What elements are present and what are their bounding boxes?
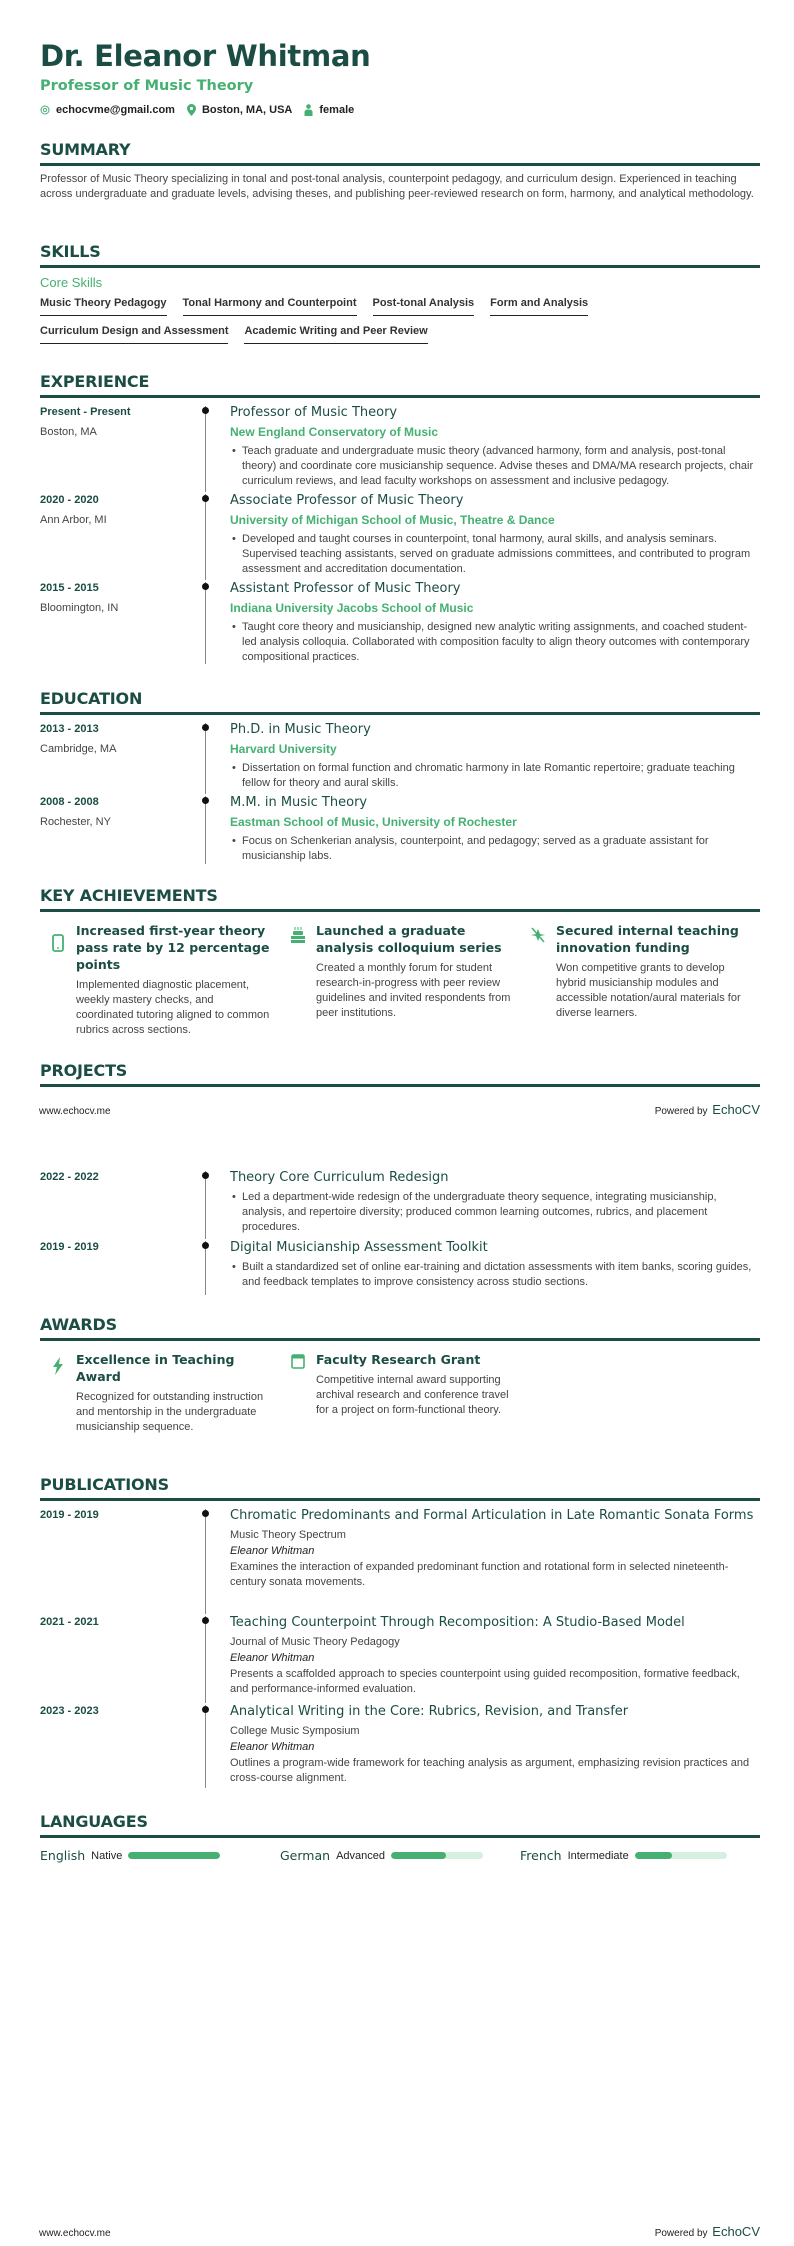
calendar-icon	[291, 1353, 305, 1369]
summary-text: Professor of Music Theory specializing in tonal and post-tonal analysis, counterpoint pedagogy, and curriculum design. Experienced in teaching across undergraduate and graduate levels, advising theses, and publishing peer-reviewed research on form, harmony, and analytical methodology.	[40, 173, 754, 200]
contact-info	[40, 104, 370, 116]
project-entry	[40, 1169, 760, 1239]
achievement-desc: Won competitive grants to develop hybrid musicianship modules and accessible notation/aural materials for diverse learners.	[556, 962, 741, 1019]
skill-tag: Curriculum Design and Assessment	[40, 324, 228, 344]
entry-bullet: • Led a department-wide redesign of the undergraduate theory sequence, integrating musicianship, analysis, and repertoire diversity; produced common learning outcomes, rubrics, and placement procedures.	[230, 1190, 760, 1235]
timeline-line	[205, 1705, 206, 1788]
project-title: Digital Musicianship Assessment Toolkit	[230, 1240, 488, 1255]
experience-entry	[40, 404, 760, 492]
skill-tag: Tonal Harmony and Counterpoint	[183, 296, 357, 316]
timeline-dot	[202, 495, 209, 502]
location-text: Boston, MA, USA	[201, 104, 293, 116]
section-divider	[40, 1498, 760, 1501]
lightning-icon	[52, 1357, 64, 1375]
award-card	[40, 1351, 280, 1435]
footer-powered-by	[655, 2224, 760, 2239]
entry-date: 2015 - 2015	[40, 582, 99, 594]
section-divider	[40, 163, 760, 166]
brand-logo[interactable]: EchoCV	[712, 1102, 760, 1117]
powered-by-label: Powered by	[654, 1106, 708, 1117]
entry-location: Rochester, NY	[40, 816, 111, 828]
experience-entry	[40, 492, 760, 580]
publication-author: Eleanor Whitman	[230, 1741, 315, 1753]
publication-entry	[40, 1614, 760, 1703]
timeline-line	[205, 406, 206, 492]
section-divider	[40, 1084, 760, 1087]
award-card	[280, 1351, 520, 1435]
education-entry	[40, 794, 760, 864]
achievement-title: Secured internal teaching innovation funding	[556, 923, 739, 955]
timeline-line	[205, 1616, 206, 1703]
entry-bullet: • Teach graduate and undergraduate music theory (advanced harmony, form and analysis, post-tonal theory) and coordinate core musicianship sequence. Advise theses and DMA/MA research projects, chair curriculum reviews, and lead faculty workshops on assessment and inclusive pedagogy.	[230, 444, 760, 489]
section-heading: AWARDS	[40, 1315, 117, 1334]
magic-wand-icon	[530, 926, 546, 944]
entry-bullet: • Dissertation on formal function and chromatic harmony in late Romantic repertoire; graduate teaching fellow for theory and aural skills.	[230, 761, 760, 791]
language-name: German	[280, 1848, 331, 1863]
map-pin-icon	[187, 104, 196, 116]
language-proficiency-bar	[635, 1852, 727, 1859]
publication-desc: Outlines a program-wide framework for teaching analysis as argument, emphasizing revision practices and cross-course alignment.	[230, 1757, 750, 1784]
project-entry	[40, 1239, 760, 1295]
candidate-name: Dr. Eleanor Whitman	[40, 39, 371, 73]
entry-location: Bloomington, IN	[40, 602, 119, 614]
award-title: Faculty Research Grant	[316, 1352, 481, 1367]
timeline-dot	[202, 724, 209, 731]
entry-date: 2022 - 2022	[40, 1171, 99, 1183]
section-heading: EDUCATION	[40, 689, 143, 708]
language-proficiency-bar	[391, 1852, 483, 1859]
timeline-dot	[202, 1242, 209, 1249]
achievement-card	[40, 922, 280, 1038]
timeline-dot	[202, 1706, 209, 1713]
section-divider	[40, 712, 760, 715]
publication-author: Eleanor Whitman	[230, 1545, 315, 1557]
footer-url[interactable]: www.echocv.me	[39, 2228, 111, 2239]
section-divider	[40, 265, 760, 268]
skills-list	[40, 296, 760, 352]
award-title: Excellence in Teaching Award	[76, 1352, 235, 1384]
timeline-line	[205, 582, 206, 664]
timeline-dot	[202, 583, 209, 590]
entry-location: Cambridge, MA	[40, 743, 117, 755]
entry-role: Assistant Professor of Music Theory	[230, 581, 461, 596]
achievement-title: Launched a graduate analysis colloquium series	[316, 923, 502, 955]
skill-tag: Music Theory Pedagogy	[40, 296, 167, 316]
education-section	[40, 688, 760, 864]
skill-tag: Post-tonal Analysis	[373, 296, 475, 316]
section-divider	[40, 395, 760, 398]
language-item	[520, 1848, 760, 1863]
publication-desc: Examines the interaction of expanded predominant function and rotational form in selected nineteenth-century sonata movements.	[230, 1561, 729, 1588]
brand-logo[interactable]: EchoCV	[712, 2224, 760, 2239]
entry-date: 2021 - 2021	[40, 1616, 99, 1628]
cake-icon	[290, 926, 306, 944]
timeline-line	[205, 1171, 206, 1239]
contact-location	[187, 104, 292, 116]
tablet-icon	[52, 934, 64, 952]
candidate-title: Professor of Music Theory	[40, 78, 254, 94]
entry-bullet: • Taught core theory and musicianship, designed new analytic writing assignments, and coached student-led analysis colloquia. Collaborated with composition faculty to align theory outcomes with contemporary compositional practices.	[230, 620, 760, 665]
timeline-dot	[202, 1172, 209, 1179]
publication-journal: Journal of Music Theory Pedagogy	[230, 1636, 400, 1648]
achievement-card	[280, 922, 520, 1038]
awards-section	[40, 1314, 760, 1435]
entry-date: 2019 - 2019	[40, 1241, 99, 1253]
section-heading: LANGUAGES	[40, 1812, 148, 1831]
timeline-dot	[202, 797, 209, 804]
publication-desc: Presents a scaffolded approach to species counterpoint using guided recomposition, formative feedback, and performance-informed evaluation.	[230, 1668, 740, 1695]
experience-entry	[40, 580, 760, 664]
achievement-desc: Created a monthly forum for student research-in-progress with peer review guidelines and invited respondents from peer institutions.	[316, 962, 511, 1019]
skills-subheading: Core Skills	[40, 275, 103, 290]
resume-header	[40, 38, 370, 116]
education-entry	[40, 721, 760, 794]
entry-organization: University of Michigan School of Music, Theatre & Dance	[230, 513, 555, 527]
section-heading: PUBLICATIONS	[40, 1475, 169, 1494]
contact-gender	[304, 104, 354, 116]
publication-title: Chromatic Predominants and Formal Articulation in Late Romantic Sonata Forms	[230, 1508, 754, 1523]
powered-by-label: Powered by	[654, 2228, 708, 2239]
award-desc: Competitive internal award supporting archival research and conference travel for a project on form-functional theory.	[316, 1374, 509, 1416]
timeline-line	[205, 1241, 206, 1295]
publication-title: Teaching Counterpoint Through Recomposition: A Studio-Based Model	[230, 1615, 685, 1630]
languages-section	[40, 1811, 760, 1863]
section-heading: SUMMARY	[40, 140, 131, 159]
email-text: echocvme@gmail.com	[56, 104, 175, 116]
entry-date: 2023 - 2023	[40, 1705, 99, 1717]
footer-url[interactable]: www.echocv.me	[39, 1106, 111, 1117]
achievement-title: Increased first-year theory pass rate by 12 percentage points	[76, 923, 270, 972]
language-name: French	[520, 1848, 562, 1863]
language-proficiency-bar	[128, 1852, 220, 1859]
entry-bullet: • Developed and taught courses in counterpoint, tonal harmony, aural skills, and analysis seminars. Supervised teaching assistants, served on graduate admissions committees, and contributed to program assessment and accreditation documentation.	[230, 532, 760, 577]
experience-section	[40, 371, 760, 664]
entry-organization: New England Conservatory of Music	[230, 425, 439, 439]
project-title: Theory Core Curriculum Redesign	[230, 1170, 449, 1185]
section-heading: KEY ACHIEVEMENTS	[40, 886, 218, 905]
entry-school: Harvard University	[230, 742, 337, 756]
language-level: Native	[91, 1849, 123, 1862]
achievement-desc: Implemented diagnostic placement, weekly mastery checks, and coordinated tutoring aligned to common rubrics across sections.	[76, 979, 270, 1036]
skill-tag: Form and Analysis	[490, 296, 588, 316]
language-item	[40, 1848, 280, 1863]
entry-organization: Indiana University Jacobs School of Music	[230, 601, 474, 615]
section-divider	[40, 1835, 760, 1838]
section-heading: EXPERIENCE	[40, 372, 150, 391]
summary-section	[40, 139, 760, 202]
publication-author: Eleanor Whitman	[230, 1652, 315, 1664]
timeline-line	[205, 494, 206, 580]
section-divider	[40, 1338, 760, 1341]
timeline-dot	[202, 1510, 209, 1517]
publication-title: Analytical Writing in the Core: Rubrics, Revision, and Transfer	[230, 1704, 629, 1719]
entry-date: 2008 - 2008	[40, 796, 99, 808]
skill-tag: Academic Writing and Peer Review	[244, 324, 427, 344]
timeline-line	[205, 1509, 206, 1614]
skills-section	[40, 241, 760, 352]
person-icon	[304, 104, 313, 116]
entry-degree: M.M. in Music Theory	[230, 795, 368, 810]
publication-entry	[40, 1507, 760, 1614]
entry-school: Eastman School of Music, University of Rochester	[230, 815, 517, 829]
entry-location: Ann Arbor, MI	[40, 514, 107, 526]
award-desc: Recognized for outstanding instruction and mentorship in the undergraduate musicianship sequence.	[76, 1391, 264, 1433]
entry-degree: Ph.D. in Music Theory	[230, 722, 371, 737]
language-item	[280, 1848, 520, 1863]
language-level: Advanced	[336, 1849, 385, 1862]
achievements-section	[40, 885, 760, 1038]
timeline-dot	[202, 1617, 209, 1624]
entry-bullet: • Focus on Schenkerian analysis, counterpoint, and pedagogy; served as a graduate assistant for musicianship labs.	[230, 834, 760, 864]
timeline-dot	[202, 407, 209, 414]
entry-date: 2013 - 2013	[40, 723, 99, 735]
publication-journal: College Music Symposium	[230, 1725, 360, 1737]
at-sign-icon	[40, 105, 50, 115]
entry-role: Professor of Music Theory	[230, 405, 398, 420]
entry-role: Associate Professor of Music Theory	[230, 493, 464, 508]
entry-date: Present - Present	[40, 406, 131, 418]
publications-section	[40, 1474, 760, 1788]
language-level: Intermediate	[567, 1849, 629, 1862]
achievement-card	[520, 922, 760, 1038]
section-divider	[40, 909, 760, 912]
publication-entry	[40, 1703, 760, 1788]
language-name: English	[40, 1848, 86, 1863]
entry-date: 2020 - 2020	[40, 494, 99, 506]
entry-bullet: • Built a standardized set of online ear-training and dictation assessments with item banks, scoring guides, and feedback templates to improve consistency across studio sections.	[230, 1260, 760, 1290]
section-heading: SKILLS	[40, 242, 101, 261]
timeline-line	[205, 796, 206, 864]
entry-location: Boston, MA	[40, 426, 97, 438]
projects-section	[40, 1060, 760, 1087]
footer-powered-by	[655, 1102, 760, 1117]
projects-list	[40, 1169, 760, 1295]
entry-date: 2019 - 2019	[40, 1509, 99, 1521]
timeline-line	[205, 723, 206, 794]
gender-text: female	[319, 104, 355, 116]
section-heading: PROJECTS	[40, 1061, 128, 1080]
contact-email[interactable]	[40, 104, 175, 116]
publication-journal: Music Theory Spectrum	[230, 1529, 346, 1541]
